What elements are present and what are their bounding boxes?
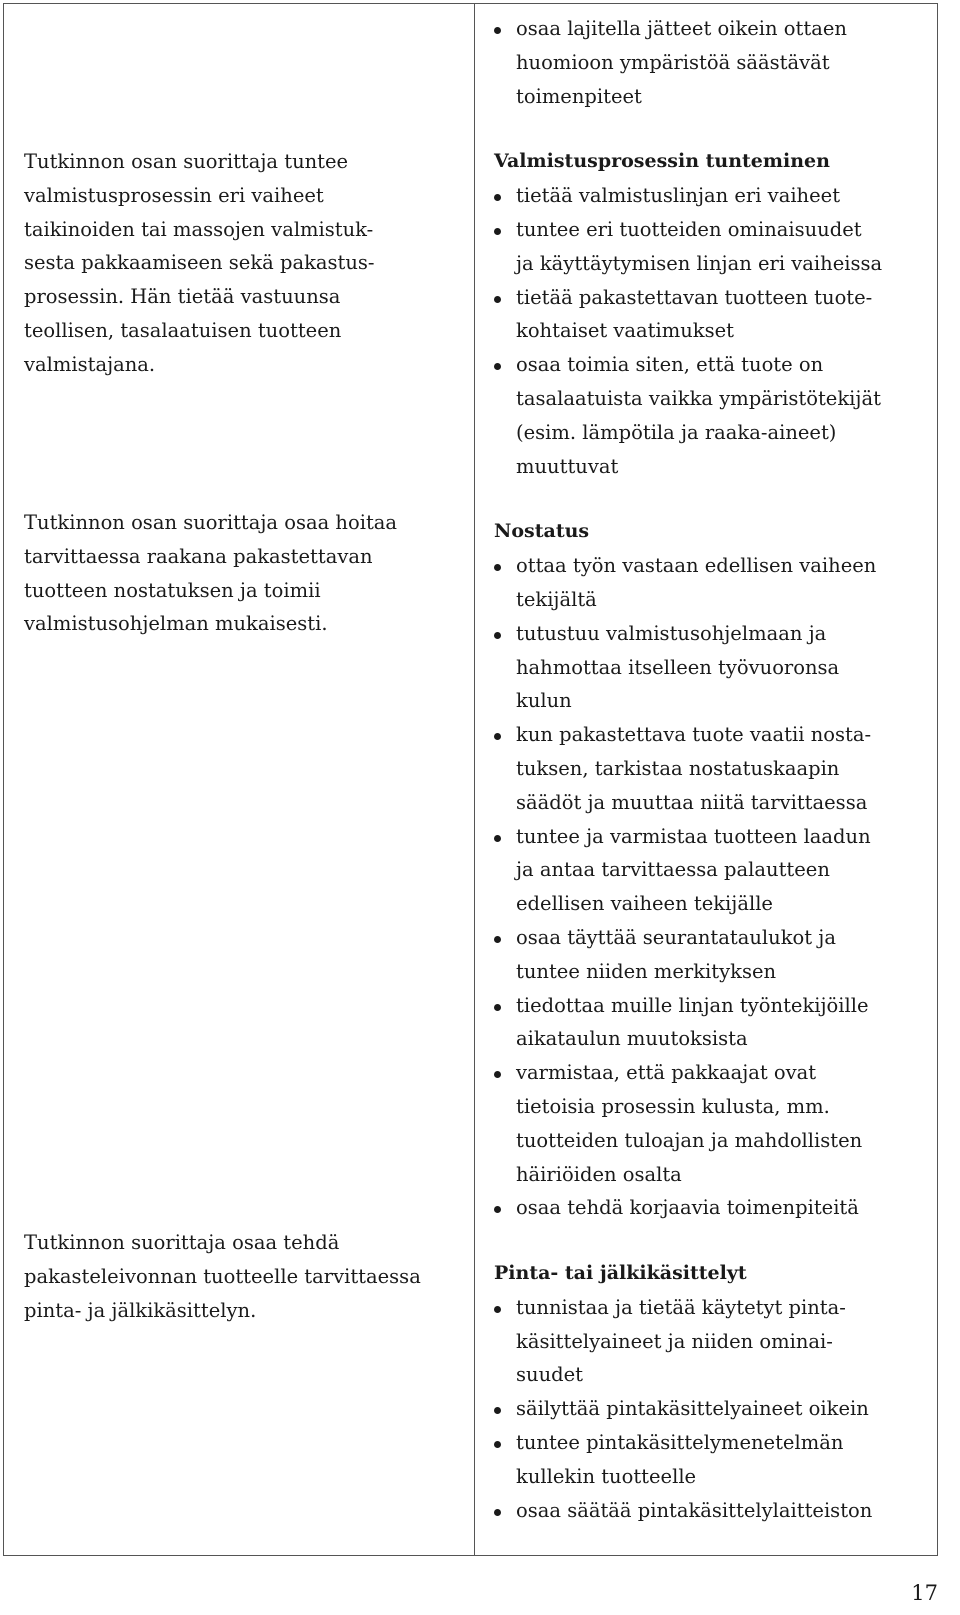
column-divider [474, 4, 475, 1555]
intro-list [494, 12, 934, 113]
section-valmistusprosessi [494, 145, 934, 483]
section-pintakasittely [494, 1257, 934, 1527]
bullet-icon [494, 936, 501, 943]
list-item: tutustuu valmistusohjelmaan ja hahmottaa itselleen työvuoronsa kulun [494, 617, 934, 718]
section-nostatus [494, 515, 934, 1225]
list-item: varmistaa, että pakkaajat ovat tietoisia prosessin kulusta, mm. tuotteiden tuloajan ja mahdollisten häiriöiden osalta [494, 1056, 934, 1191]
list-item: osaa lajitella jätteet oikein ottaen huomioon ympäristöä säästävät toimenpiteet [494, 12, 934, 113]
section-heading: Nostatus [494, 520, 590, 543]
bullet-icon [494, 296, 501, 303]
left-paragraph-2: Tutkinnon osan suorittaja osaa hoitaa tarvittaessa raakana pakastettavan tuotteen nostatuksen ja toimii valmistusohjelman mukaisesti. [24, 511, 398, 636]
bullet-icon [494, 835, 501, 842]
left-paragraph-3: Tutkinnon suorittaja osaa tehdä pakasteleivonnan tuotteelle tarvittaessa pinta- ja jälkikäsittelyn. [24, 1231, 421, 1322]
bullet-icon [494, 1509, 501, 1516]
section-list [494, 549, 934, 1225]
list-item: osaa tehdä korjaavia toimenpiteitä [494, 1191, 934, 1225]
right-column [494, 12, 934, 1527]
list-item: tunnistaa ja tietää käytetyt pinta- käsittelyaineet ja niiden ominai- suudet [494, 1291, 934, 1392]
bullet-icon [494, 1206, 501, 1213]
list-item: tietää pakastettavan tuotteen tuote- kohtaiset vaatimukset [494, 281, 934, 349]
list-item: tuntee pintakäsittelymenetelmän kullekin tuotteelle [494, 1426, 934, 1494]
list-item: ottaa työn vastaan edellisen vaiheen tekijältä [494, 549, 934, 617]
list-item: tiedottaa muille linjan työntekijöille aikataulun muutoksista [494, 989, 934, 1057]
bullet-icon [494, 363, 501, 370]
section-heading: Pinta- tai jälkikäsittelyt [494, 1262, 747, 1285]
bullet-icon [494, 194, 501, 201]
list-item: osaa säätää pintakäsittelylaitteiston [494, 1494, 934, 1528]
section-list [494, 1291, 934, 1528]
left-paragraph-1: Tutkinnon osan suorittaja tuntee valmistusprosessin eri vaiheet taikinoiden tai massojen valmistuk- sesta pakkaamiseen sekä pakastus- prosessin. Hän tietää vastuunsa teollisen, tasalaatuisen tuotteen valmistajana. [24, 150, 375, 376]
list-item: tuntee ja varmistaa tuotteen laadun ja antaa tarvittaessa palautteen edellisen vaiheen tekijälle [494, 820, 934, 921]
bullet-icon [494, 228, 501, 235]
list-item: osaa täyttää seurantataulukot ja tuntee niiden merkityksen [494, 921, 934, 989]
bullet-icon [494, 1306, 501, 1313]
bullet-icon [494, 1407, 501, 1414]
list-item: tuntee eri tuotteiden ominaisuudet ja käyttäytymisen linjan eri vaiheissa [494, 213, 934, 281]
bullet-icon [494, 632, 501, 639]
section-list [494, 179, 934, 483]
content-table [3, 3, 938, 1556]
page-number: 17 [911, 1581, 938, 1605]
bullet-icon [494, 1441, 501, 1448]
bullet-icon [494, 1071, 501, 1078]
bullet-icon [494, 1004, 501, 1011]
list-item: säilyttää pintakäsittelyaineet oikein [494, 1392, 934, 1426]
bullet-icon [494, 733, 501, 740]
list-item: tietää valmistuslinjan eri vaiheet [494, 179, 934, 213]
bullet-icon [494, 27, 501, 34]
section-heading: Valmistusprosessin tunteminen [494, 150, 830, 173]
list-item: osaa toimia siten, että tuote on tasalaatuista vaikka ympäristötekijät (esim. lämpötila ja raaka-aineet) muuttuvat [494, 348, 934, 483]
bullet-icon [494, 564, 501, 571]
list-item: kun pakastettava tuote vaatii nosta- tuksen, tarkistaa nostatuskaapin säädöt ja muuttaa niitä tarvittaessa [494, 718, 934, 819]
